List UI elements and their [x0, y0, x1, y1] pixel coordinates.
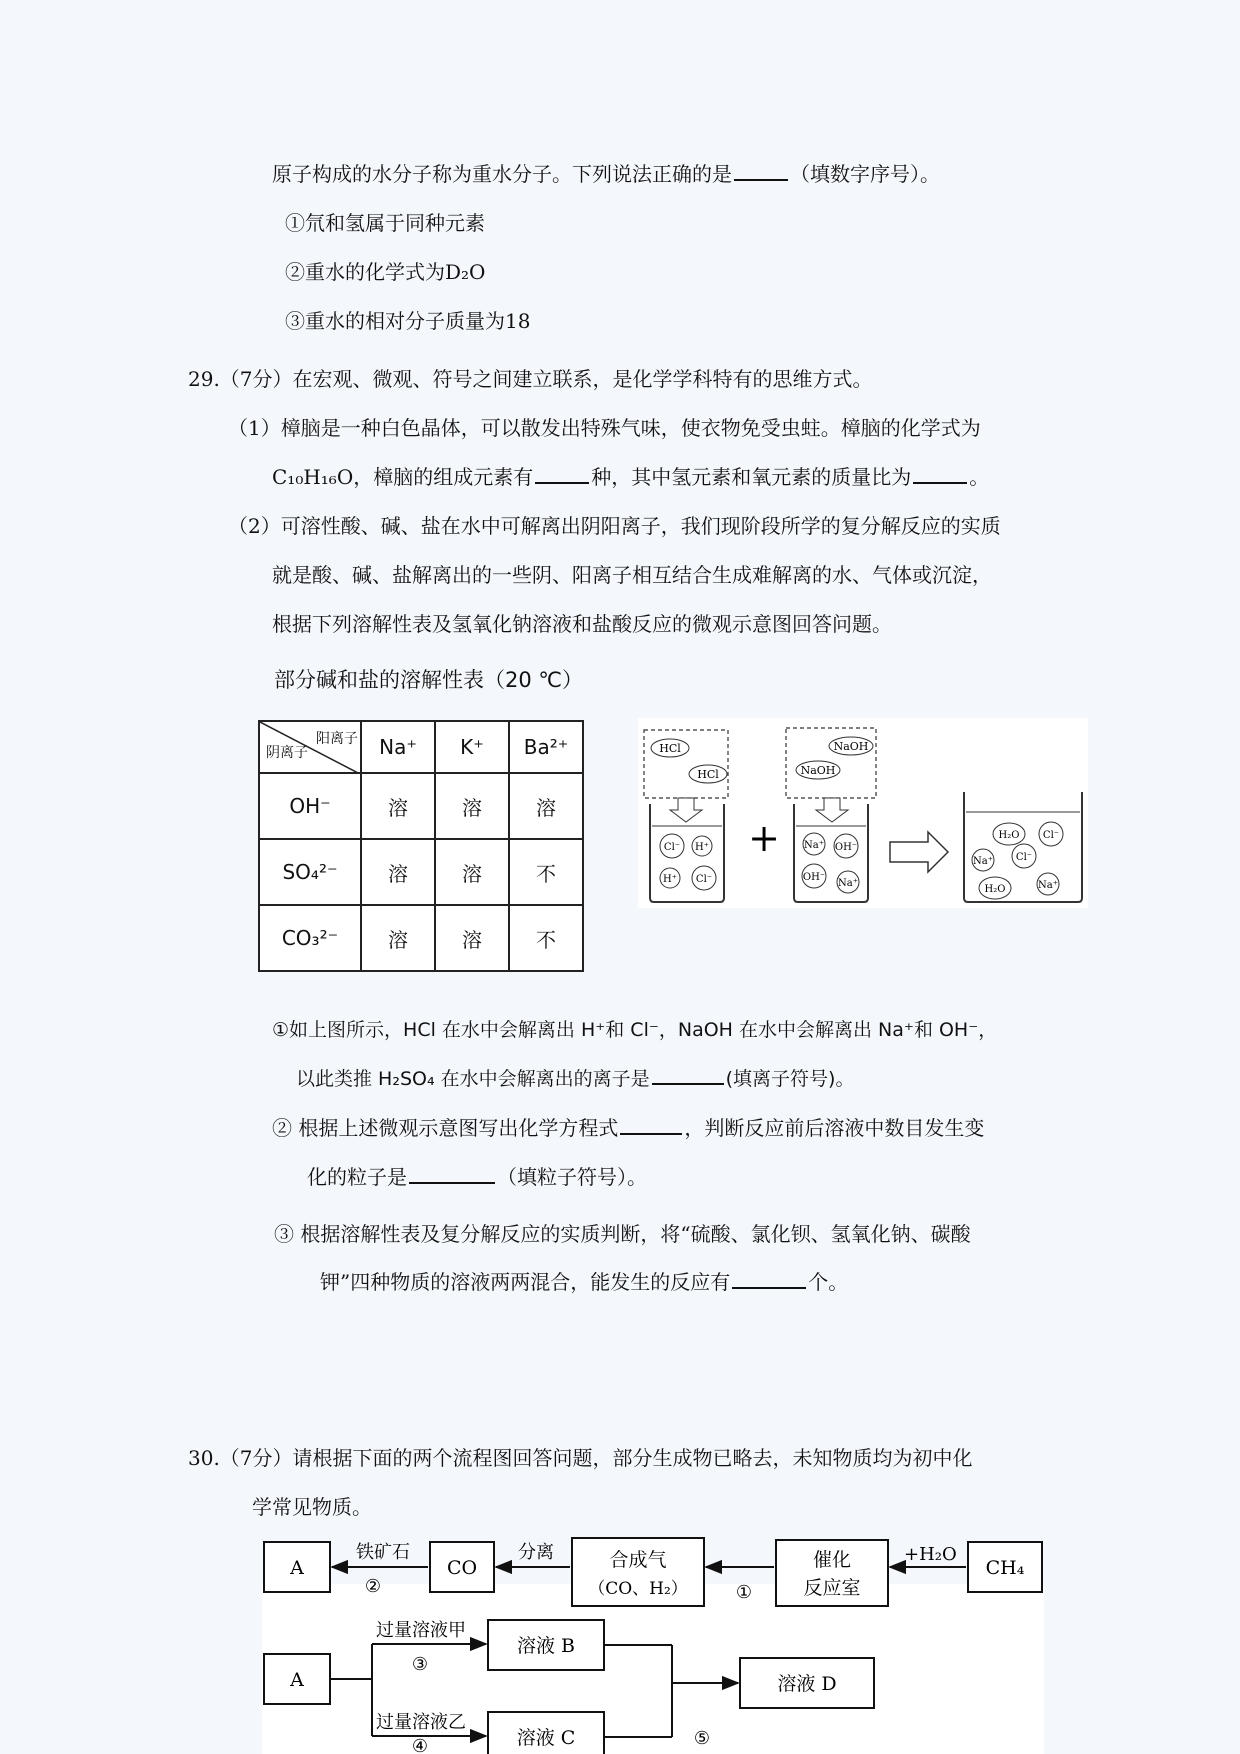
table-row — [259, 905, 583, 971]
q29-s2-line1-b: ，判断反应前后溶液中数目发生变 — [684, 1116, 985, 1140]
q28-option-2: ②重水的化学式为D₂O — [285, 260, 486, 284]
answer-blank[interactable] — [913, 464, 967, 484]
answer-blank[interactable] — [734, 161, 788, 181]
answer-blank[interactable] — [652, 1065, 724, 1085]
box-syngas-line2: （CO、H₂） — [588, 1579, 688, 1599]
step-2: ② — [364, 1576, 382, 1597]
box-co-label: CO — [446, 1557, 478, 1579]
box-syngas-line1: 合成气 — [609, 1549, 667, 1571]
q29-s3-line1: ③ 根据溶解性表及复分解反应的实质判断，将“硫酸、氯化钡、氢氧化钠、碳酸 — [274, 1222, 971, 1246]
q29-s1-line2-b: (填离子符号)。 — [725, 1068, 855, 1090]
ion-label: OH⁻ — [802, 872, 826, 883]
table-cell: 溶 — [361, 905, 435, 971]
ion-label: OH⁻ — [834, 842, 858, 853]
label-h2o: +H₂O — [904, 1544, 957, 1565]
q29-s3-line2 — [320, 1268, 848, 1296]
table-cell: 溶 — [435, 905, 509, 971]
ion-label: Cl⁻ — [695, 874, 713, 885]
label-separate: 分离 — [518, 1542, 554, 1563]
cation-header: Na⁺ — [361, 721, 435, 773]
answer-blank[interactable] — [620, 1115, 682, 1135]
corner-anion-label: 阴离子 — [266, 745, 308, 761]
hcl-molecule-label: HCl — [697, 768, 719, 781]
plus-sign: + — [748, 816, 780, 860]
q29-p1-line2 — [272, 463, 989, 491]
particle-label: Na⁺ — [973, 856, 993, 867]
q29-p2-line1: （2）可溶性酸、碱、盐在水中可解离出阴阳离子，我们现阶段所学的复分解反应的实质 — [228, 514, 1001, 538]
table-cell: 溶 — [361, 773, 435, 839]
q30-stem2: 学常见物质。 — [252, 1495, 372, 1519]
q29-s1-line1: ①如上图所示，HCl 在水中会解离出 H⁺和 Cl⁻，NaOH 在水中会解离出 Na⁺和 OH⁻， — [272, 1019, 998, 1041]
particle-label: H₂O — [984, 884, 1006, 895]
label-iron-ore: 铁矿石 — [356, 1542, 410, 1563]
corner-cation-label: 阳离子 — [316, 731, 358, 747]
ion-label: Cl⁻ — [663, 842, 681, 853]
answer-blank[interactable] — [535, 464, 589, 484]
particle-label: H₂O — [998, 830, 1020, 841]
particle-label: Cl⁻ — [1015, 852, 1033, 863]
answer-blank[interactable] — [409, 1164, 495, 1184]
q29-stem: 29.（7分）在宏观、微观、符号之间建立联系，是化学学科特有的思维方式。 — [188, 367, 873, 391]
ion-label: H⁺ — [695, 842, 709, 853]
naoh-molecule-label: NaOH — [800, 764, 836, 777]
box-b-label: 溶液 B — [516, 1635, 576, 1657]
cation-header: K⁺ — [435, 721, 509, 773]
answer-blank[interactable] — [732, 1269, 806, 1289]
q28-option-3: ③重水的相对分子质量为18 — [285, 309, 531, 333]
q29-p1-line2-a: C₁₀H₁₆O，樟脑的组成元素有 — [272, 465, 534, 489]
box-ch4-label: CH₄ — [985, 1557, 1025, 1579]
table-cell: 不 — [509, 905, 583, 971]
q29-s2-line2-a: 化的粒子是 — [307, 1165, 407, 1189]
table-row — [259, 773, 583, 839]
q29-s1-line2 — [296, 1065, 854, 1093]
ion-label: H⁺ — [663, 874, 677, 885]
table-cell: 溶 — [361, 839, 435, 905]
q29-s3-line2-a: 钾”四种物质的溶液两两混合，能发生的反应有 — [320, 1270, 731, 1294]
hcl-molecule-label: HCl — [659, 742, 681, 755]
q30-stem: 30.（7分）请根据下面的两个流程图回答问题，部分生成物已略去，未知物质均为初中化 — [188, 1446, 973, 1470]
box-a-label: A — [290, 1557, 304, 1579]
step-5: ⑤ — [693, 1728, 711, 1749]
step-3: ③ — [411, 1654, 429, 1675]
q29-s2-line2-b: （填粒子符号）。 — [497, 1165, 647, 1189]
q29-p1-line2-c: 。 — [969, 465, 990, 489]
q28-option-1: ①氘和氢属于同种元素 — [285, 211, 485, 235]
particle-label: Cl⁻ — [1042, 830, 1060, 841]
box-cat-line1: 催化 — [812, 1549, 852, 1571]
q29-p1-line1: （1）樟脑是一种白色晶体，可以散发出特殊气味，使衣物免受虫蛀。樟脑的化学式为 — [228, 416, 981, 440]
q29-s2-line1 — [272, 1114, 984, 1142]
q28-intro-text: 原子构成的水分子称为重水分子。下列说法正确的是 — [272, 162, 732, 186]
box-c-label: 溶液 C — [516, 1727, 576, 1749]
label-excess-solution-yi: 过量溶液乙 — [376, 1712, 466, 1733]
table-cell: 溶 — [509, 773, 583, 839]
anion-header: CO₃²⁻ — [259, 905, 361, 971]
box-cat-line2: 反应室 — [803, 1577, 861, 1599]
table-row — [259, 839, 583, 905]
table-cell: 溶 — [435, 773, 509, 839]
anion-header: OH⁻ — [259, 773, 361, 839]
q28-intro — [272, 160, 940, 188]
label-excess-solution-jia: 过量溶液甲 — [376, 1620, 466, 1641]
q29-s2-line2 — [307, 1163, 647, 1191]
particle-label: Na⁺ — [1038, 880, 1058, 891]
q29-p1-line2-b: 种，其中氢元素和氧元素的质量比为 — [591, 465, 912, 489]
q28-intro-tail: （填数字序号）。 — [790, 162, 940, 186]
anion-header: SO₄²⁻ — [259, 839, 361, 905]
ion-label: Na⁺ — [804, 840, 824, 851]
q29-s2-line1-a: ② 根据上述微观示意图写出化学方程式 — [272, 1116, 619, 1140]
table-cell: 溶 — [435, 839, 509, 905]
step-1: ① — [735, 1582, 753, 1603]
step-4: ④ — [411, 1736, 429, 1754]
q29-s3-line2-b: 个。 — [808, 1270, 849, 1294]
box-d-label: 溶液 D — [777, 1673, 837, 1695]
reaction-micro-diagram — [638, 718, 1088, 908]
table-cell: 不 — [509, 839, 583, 905]
box-a2-label: A — [290, 1669, 304, 1691]
q29-p2-line2: 就是酸、碱、盐解离出的一些阴、阳离子相互结合生成难解离的水、气体或沉淀， — [272, 563, 992, 587]
cation-header: Ba²⁺ — [509, 721, 583, 773]
ion-label: Na⁺ — [838, 878, 858, 889]
solubility-table — [258, 720, 584, 972]
table-corner-cell — [259, 721, 361, 773]
table-title: 部分碱和盐的溶解性表（20 ℃） — [274, 668, 583, 692]
q29-p2-line3: 根据下列溶解性表及氢氧化钠溶液和盐酸反应的微观示意图回答问题。 — [272, 612, 892, 636]
naoh-molecule-label: NaOH — [833, 740, 869, 753]
q29-s1-line2-a: 以此类推 H₂SO₄ 在水中会解离出的离子是 — [296, 1068, 650, 1090]
flowchart — [262, 1536, 1044, 1754]
